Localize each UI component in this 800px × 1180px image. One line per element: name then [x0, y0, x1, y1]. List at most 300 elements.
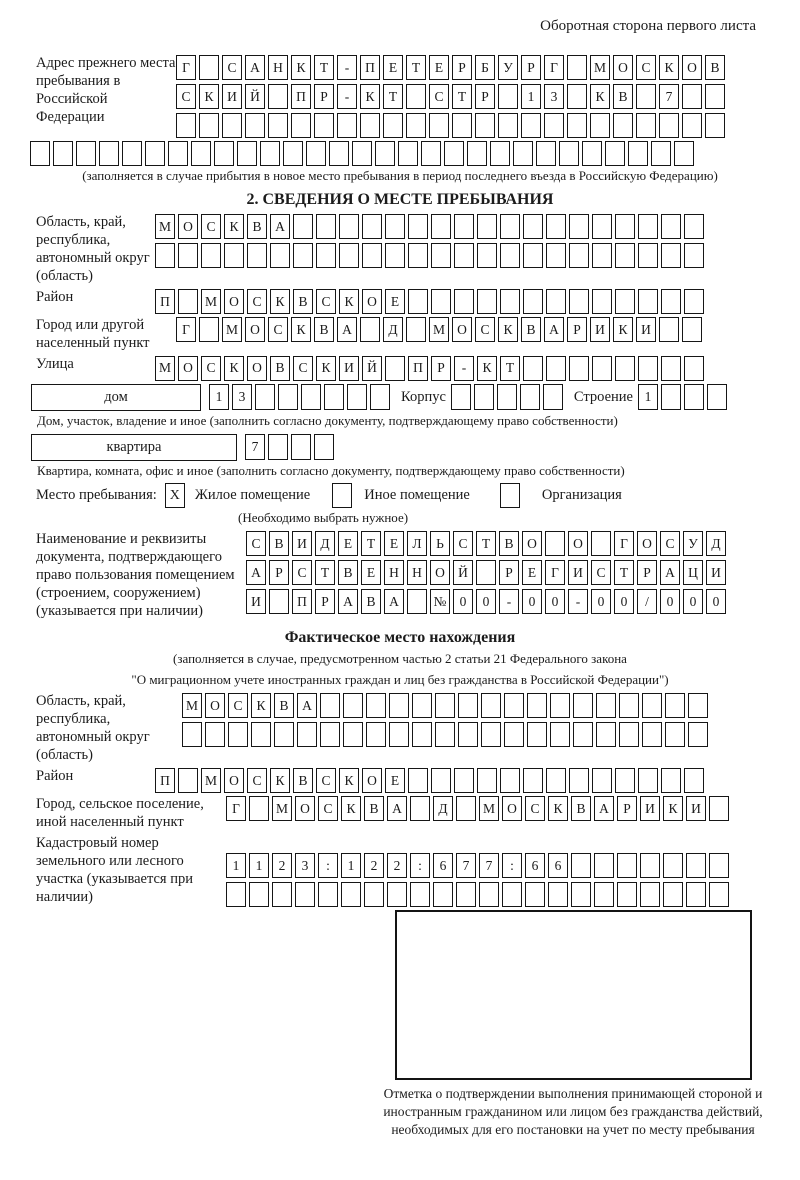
- char-cell[interactable]: Г: [614, 531, 634, 556]
- char-cell[interactable]: [477, 768, 497, 793]
- char-cell[interactable]: [638, 768, 658, 793]
- char-cell[interactable]: [454, 214, 474, 239]
- char-cell[interactable]: Д: [315, 531, 335, 556]
- char-cell[interactable]: [228, 722, 248, 747]
- char-cell[interactable]: [431, 289, 451, 314]
- char-cell[interactable]: Т: [361, 531, 381, 556]
- char-cell[interactable]: [490, 141, 510, 166]
- char-cell[interactable]: [270, 243, 290, 268]
- char-cell[interactable]: [613, 113, 633, 138]
- char-cell[interactable]: [458, 722, 478, 747]
- char-cell[interactable]: [661, 214, 681, 239]
- char-cell[interactable]: [636, 84, 656, 109]
- char-cell[interactable]: Н: [384, 560, 404, 585]
- char-cell[interactable]: М: [201, 289, 221, 314]
- char-cell[interactable]: Г: [544, 55, 564, 80]
- char-cell[interactable]: [596, 722, 616, 747]
- char-cell[interactable]: К: [477, 356, 497, 381]
- char-cell[interactable]: Е: [384, 531, 404, 556]
- char-cell[interactable]: 1: [521, 84, 541, 109]
- char-cell[interactable]: [688, 722, 708, 747]
- char-cell[interactable]: [237, 141, 257, 166]
- char-cell[interactable]: Р: [431, 356, 451, 381]
- char-cell[interactable]: Ь: [430, 531, 450, 556]
- char-cell[interactable]: М: [429, 317, 449, 342]
- char-cell[interactable]: [297, 722, 317, 747]
- char-cell[interactable]: К: [341, 796, 361, 821]
- char-cell[interactable]: :: [410, 853, 430, 878]
- char-cell[interactable]: Т: [452, 84, 472, 109]
- char-cell[interactable]: [527, 693, 547, 718]
- char-cell[interactable]: П: [155, 289, 175, 314]
- char-cell[interactable]: М: [182, 693, 202, 718]
- char-cell[interactable]: [548, 882, 568, 907]
- char-cell[interactable]: [343, 722, 363, 747]
- char-cell[interactable]: Д: [433, 796, 453, 821]
- char-cell[interactable]: 0: [660, 589, 680, 614]
- char-cell[interactable]: М: [272, 796, 292, 821]
- char-cell[interactable]: А: [338, 589, 358, 614]
- char-cell[interactable]: [569, 768, 589, 793]
- char-cell[interactable]: [293, 243, 313, 268]
- char-cell[interactable]: [385, 214, 405, 239]
- char-cell[interactable]: [546, 243, 566, 268]
- char-cell[interactable]: Г: [176, 55, 196, 80]
- char-cell[interactable]: С: [247, 289, 267, 314]
- char-cell[interactable]: Д: [706, 531, 726, 556]
- char-cell[interactable]: [178, 768, 198, 793]
- char-cell[interactable]: [477, 214, 497, 239]
- char-cell[interactable]: П: [291, 84, 311, 109]
- char-cell[interactable]: [268, 113, 288, 138]
- char-cell[interactable]: 0: [591, 589, 611, 614]
- char-cell[interactable]: [224, 243, 244, 268]
- char-cell[interactable]: И: [686, 796, 706, 821]
- char-cell[interactable]: [362, 214, 382, 239]
- char-cell[interactable]: А: [246, 560, 266, 585]
- char-cell[interactable]: 0: [545, 589, 565, 614]
- char-cell[interactable]: К: [590, 84, 610, 109]
- char-cell[interactable]: О: [178, 214, 198, 239]
- char-cell[interactable]: Н: [407, 560, 427, 585]
- char-cell[interactable]: И: [706, 560, 726, 585]
- char-cell[interactable]: [435, 722, 455, 747]
- char-cell[interactable]: Г: [545, 560, 565, 585]
- char-cell[interactable]: [569, 289, 589, 314]
- char-cell[interactable]: [191, 141, 211, 166]
- char-cell[interactable]: -: [454, 356, 474, 381]
- char-cell[interactable]: [408, 289, 428, 314]
- char-cell[interactable]: [293, 214, 313, 239]
- char-cell[interactable]: 3: [544, 84, 564, 109]
- char-cell[interactable]: [674, 141, 694, 166]
- char-cell[interactable]: 0: [522, 589, 542, 614]
- char-cell[interactable]: И: [222, 84, 242, 109]
- char-cell[interactable]: С: [228, 693, 248, 718]
- char-cell[interactable]: [199, 317, 219, 342]
- char-cell[interactable]: [406, 113, 426, 138]
- char-cell[interactable]: [314, 113, 334, 138]
- char-cell[interactable]: С: [268, 317, 288, 342]
- char-cell[interactable]: В: [274, 693, 294, 718]
- char-cell[interactable]: С: [475, 317, 495, 342]
- char-cell[interactable]: К: [224, 356, 244, 381]
- char-cell[interactable]: [366, 693, 386, 718]
- char-cell[interactable]: [53, 141, 73, 166]
- char-cell[interactable]: С: [318, 796, 338, 821]
- char-cell[interactable]: [283, 141, 303, 166]
- char-cell[interactable]: О: [247, 356, 267, 381]
- char-cell[interactable]: [504, 693, 524, 718]
- char-cell[interactable]: Й: [362, 356, 382, 381]
- char-cell[interactable]: К: [291, 317, 311, 342]
- char-cell[interactable]: Е: [361, 560, 381, 585]
- char-cell[interactable]: [477, 289, 497, 314]
- char-cell[interactable]: 2: [364, 853, 384, 878]
- char-cell[interactable]: [362, 243, 382, 268]
- char-cell[interactable]: К: [659, 55, 679, 80]
- char-cell[interactable]: [705, 84, 725, 109]
- char-cell[interactable]: [707, 384, 727, 410]
- char-cell[interactable]: [370, 384, 390, 410]
- char-cell[interactable]: О: [245, 317, 265, 342]
- char-cell[interactable]: К: [199, 84, 219, 109]
- char-cell[interactable]: [274, 722, 294, 747]
- char-cell[interactable]: [498, 84, 518, 109]
- char-cell[interactable]: [260, 141, 280, 166]
- char-cell[interactable]: -: [337, 84, 357, 109]
- char-cell[interactable]: М: [201, 768, 221, 793]
- char-cell[interactable]: В: [361, 589, 381, 614]
- char-cell[interactable]: А: [270, 214, 290, 239]
- char-cell[interactable]: К: [360, 84, 380, 109]
- char-cell[interactable]: И: [339, 356, 359, 381]
- char-cell[interactable]: В: [247, 214, 267, 239]
- char-cell[interactable]: О: [682, 55, 702, 80]
- char-cell[interactable]: [567, 55, 587, 80]
- char-cell[interactable]: О: [637, 531, 657, 556]
- char-cell[interactable]: [628, 141, 648, 166]
- char-cell[interactable]: [226, 882, 246, 907]
- char-cell[interactable]: Е: [429, 55, 449, 80]
- char-cell[interactable]: [592, 214, 612, 239]
- char-cell[interactable]: Й: [245, 84, 265, 109]
- char-cell[interactable]: [559, 141, 579, 166]
- char-cell[interactable]: [615, 289, 635, 314]
- char-cell[interactable]: [314, 434, 334, 460]
- char-cell[interactable]: [433, 882, 453, 907]
- char-cell[interactable]: П: [292, 589, 312, 614]
- char-cell[interactable]: [214, 141, 234, 166]
- char-cell[interactable]: [684, 243, 704, 268]
- char-cell[interactable]: [573, 693, 593, 718]
- char-cell[interactable]: [324, 384, 344, 410]
- char-cell[interactable]: 7: [245, 434, 265, 460]
- char-cell[interactable]: [523, 214, 543, 239]
- char-cell[interactable]: [410, 882, 430, 907]
- char-cell[interactable]: [182, 722, 202, 747]
- char-cell[interactable]: [615, 768, 635, 793]
- char-cell[interactable]: [201, 243, 221, 268]
- char-cell[interactable]: [567, 84, 587, 109]
- char-cell[interactable]: Р: [499, 560, 519, 585]
- char-cell[interactable]: В: [269, 531, 289, 556]
- char-cell[interactable]: А: [384, 589, 404, 614]
- char-cell[interactable]: [407, 589, 427, 614]
- char-cell[interactable]: [343, 693, 363, 718]
- char-cell[interactable]: О: [178, 356, 198, 381]
- char-cell[interactable]: [617, 882, 637, 907]
- char-cell[interactable]: [454, 768, 474, 793]
- checkbox-other-premises[interactable]: [332, 483, 352, 508]
- char-cell[interactable]: [543, 384, 563, 410]
- char-cell[interactable]: С: [429, 84, 449, 109]
- char-cell[interactable]: С: [293, 356, 313, 381]
- char-cell[interactable]: [474, 384, 494, 410]
- char-cell[interactable]: Т: [476, 531, 496, 556]
- checkbox-residential[interactable]: X: [165, 483, 185, 508]
- char-cell[interactable]: [205, 722, 225, 747]
- char-cell[interactable]: [665, 722, 685, 747]
- char-cell[interactable]: [467, 141, 487, 166]
- char-cell[interactable]: Е: [385, 768, 405, 793]
- char-cell[interactable]: Т: [406, 55, 426, 80]
- char-cell[interactable]: [477, 243, 497, 268]
- char-cell[interactable]: /: [637, 589, 657, 614]
- char-cell[interactable]: [431, 768, 451, 793]
- char-cell[interactable]: 0: [453, 589, 473, 614]
- char-cell[interactable]: А: [544, 317, 564, 342]
- char-cell[interactable]: [406, 84, 426, 109]
- char-cell[interactable]: [360, 317, 380, 342]
- char-cell[interactable]: [249, 882, 269, 907]
- char-cell[interactable]: [682, 317, 702, 342]
- char-cell[interactable]: [339, 243, 359, 268]
- char-cell[interactable]: [684, 214, 704, 239]
- char-cell[interactable]: В: [613, 84, 633, 109]
- char-cell[interactable]: [525, 882, 545, 907]
- char-cell[interactable]: [278, 384, 298, 410]
- char-cell[interactable]: [665, 693, 685, 718]
- char-cell[interactable]: А: [297, 693, 317, 718]
- char-cell[interactable]: [352, 141, 372, 166]
- char-cell[interactable]: [301, 384, 321, 410]
- char-cell[interactable]: [412, 722, 432, 747]
- char-cell[interactable]: [76, 141, 96, 166]
- char-cell[interactable]: И: [292, 531, 312, 556]
- char-cell[interactable]: [546, 214, 566, 239]
- char-cell[interactable]: [523, 356, 543, 381]
- char-cell[interactable]: Ц: [683, 560, 703, 585]
- char-cell[interactable]: И: [568, 560, 588, 585]
- char-cell[interactable]: [30, 141, 50, 166]
- char-cell[interactable]: К: [498, 317, 518, 342]
- char-cell[interactable]: И: [636, 317, 656, 342]
- char-cell[interactable]: К: [251, 693, 271, 718]
- char-cell[interactable]: С: [660, 531, 680, 556]
- char-cell[interactable]: В: [499, 531, 519, 556]
- char-cell[interactable]: [316, 214, 336, 239]
- char-cell[interactable]: [99, 141, 119, 166]
- char-cell[interactable]: [497, 384, 517, 410]
- char-cell[interactable]: [546, 356, 566, 381]
- char-cell[interactable]: [251, 722, 271, 747]
- char-cell[interactable]: [337, 113, 357, 138]
- char-cell[interactable]: [661, 384, 681, 410]
- char-cell[interactable]: [385, 243, 405, 268]
- char-cell[interactable]: [375, 141, 395, 166]
- char-cell[interactable]: [268, 84, 288, 109]
- char-cell[interactable]: К: [270, 768, 290, 793]
- char-cell[interactable]: [429, 113, 449, 138]
- char-cell[interactable]: [498, 113, 518, 138]
- char-cell[interactable]: [709, 853, 729, 878]
- char-cell[interactable]: В: [571, 796, 591, 821]
- char-cell[interactable]: А: [594, 796, 614, 821]
- char-cell[interactable]: [408, 243, 428, 268]
- char-cell[interactable]: М: [155, 356, 175, 381]
- char-cell[interactable]: [199, 113, 219, 138]
- char-cell[interactable]: [591, 531, 611, 556]
- char-cell[interactable]: [291, 113, 311, 138]
- char-cell[interactable]: Т: [383, 84, 403, 109]
- char-cell[interactable]: Г: [226, 796, 246, 821]
- char-cell[interactable]: 0: [706, 589, 726, 614]
- char-cell[interactable]: [398, 141, 418, 166]
- char-cell[interactable]: С: [453, 531, 473, 556]
- char-cell[interactable]: [500, 768, 520, 793]
- char-cell[interactable]: -: [337, 55, 357, 80]
- char-cell[interactable]: С: [591, 560, 611, 585]
- char-cell[interactable]: И: [640, 796, 660, 821]
- char-cell[interactable]: [571, 853, 591, 878]
- char-cell[interactable]: 6: [525, 853, 545, 878]
- char-cell[interactable]: [383, 113, 403, 138]
- char-cell[interactable]: [500, 243, 520, 268]
- char-cell[interactable]: Р: [567, 317, 587, 342]
- char-cell[interactable]: Л: [407, 531, 427, 556]
- char-cell[interactable]: [364, 882, 384, 907]
- char-cell[interactable]: Р: [314, 84, 334, 109]
- char-cell[interactable]: Б: [475, 55, 495, 80]
- char-cell[interactable]: С: [201, 214, 221, 239]
- char-cell[interactable]: [638, 243, 658, 268]
- char-cell[interactable]: Р: [521, 55, 541, 80]
- char-cell[interactable]: [661, 356, 681, 381]
- char-cell[interactable]: [638, 356, 658, 381]
- char-cell[interactable]: [709, 882, 729, 907]
- char-cell[interactable]: [458, 693, 478, 718]
- char-cell[interactable]: С: [222, 55, 242, 80]
- char-cell[interactable]: [546, 768, 566, 793]
- char-cell[interactable]: О: [362, 768, 382, 793]
- char-cell[interactable]: К: [548, 796, 568, 821]
- char-cell[interactable]: К: [613, 317, 633, 342]
- char-cell[interactable]: [269, 589, 289, 614]
- char-cell[interactable]: С: [316, 289, 336, 314]
- char-cell[interactable]: В: [314, 317, 334, 342]
- char-cell[interactable]: [255, 384, 275, 410]
- char-cell[interactable]: [642, 722, 662, 747]
- char-cell[interactable]: [155, 243, 175, 268]
- char-cell[interactable]: У: [498, 55, 518, 80]
- char-cell[interactable]: О: [613, 55, 633, 80]
- char-cell[interactable]: П: [155, 768, 175, 793]
- char-cell[interactable]: 1: [209, 384, 229, 410]
- char-cell[interactable]: [684, 768, 704, 793]
- char-cell[interactable]: [550, 693, 570, 718]
- checkbox-organization[interactable]: [500, 483, 520, 508]
- char-cell[interactable]: У: [683, 531, 703, 556]
- char-cell[interactable]: [320, 722, 340, 747]
- char-cell[interactable]: К: [270, 289, 290, 314]
- char-cell[interactable]: [222, 113, 242, 138]
- char-cell[interactable]: [569, 243, 589, 268]
- char-cell[interactable]: В: [521, 317, 541, 342]
- char-cell[interactable]: О: [295, 796, 315, 821]
- char-cell[interactable]: С: [636, 55, 656, 80]
- char-cell[interactable]: В: [270, 356, 290, 381]
- char-cell[interactable]: [686, 882, 706, 907]
- char-cell[interactable]: О: [205, 693, 225, 718]
- char-cell[interactable]: [544, 113, 564, 138]
- char-cell[interactable]: С: [201, 356, 221, 381]
- char-cell[interactable]: [592, 243, 612, 268]
- char-cell[interactable]: [688, 693, 708, 718]
- char-cell[interactable]: М: [479, 796, 499, 821]
- char-cell[interactable]: [663, 853, 683, 878]
- char-cell[interactable]: Е: [385, 289, 405, 314]
- char-cell[interactable]: [435, 693, 455, 718]
- char-cell[interactable]: [502, 882, 522, 907]
- char-cell[interactable]: [168, 141, 188, 166]
- char-cell[interactable]: 1: [638, 384, 658, 410]
- char-cell[interactable]: О: [452, 317, 472, 342]
- char-cell[interactable]: В: [364, 796, 384, 821]
- char-cell[interactable]: Р: [452, 55, 472, 80]
- char-cell[interactable]: П: [360, 55, 380, 80]
- char-cell[interactable]: 6: [548, 853, 568, 878]
- char-cell[interactable]: Е: [338, 531, 358, 556]
- char-cell[interactable]: [410, 796, 430, 821]
- char-cell[interactable]: [475, 113, 495, 138]
- char-cell[interactable]: [406, 317, 426, 342]
- char-cell[interactable]: К: [339, 768, 359, 793]
- char-cell[interactable]: О: [430, 560, 450, 585]
- char-cell[interactable]: [615, 243, 635, 268]
- char-cell[interactable]: [545, 531, 565, 556]
- char-cell[interactable]: С: [176, 84, 196, 109]
- char-cell[interactable]: [291, 434, 311, 460]
- char-cell[interactable]: 7: [659, 84, 679, 109]
- char-cell[interactable]: [268, 434, 288, 460]
- char-cell[interactable]: [387, 882, 407, 907]
- char-cell[interactable]: [661, 243, 681, 268]
- char-cell[interactable]: [500, 289, 520, 314]
- char-cell[interactable]: 3: [232, 384, 252, 410]
- char-cell[interactable]: [592, 768, 612, 793]
- char-cell[interactable]: Й: [453, 560, 473, 585]
- char-cell[interactable]: [638, 214, 658, 239]
- char-cell[interactable]: [640, 853, 660, 878]
- char-cell[interactable]: М: [155, 214, 175, 239]
- char-cell[interactable]: [636, 113, 656, 138]
- char-cell[interactable]: [412, 693, 432, 718]
- char-cell[interactable]: О: [522, 531, 542, 556]
- char-cell[interactable]: -: [499, 589, 519, 614]
- char-cell[interactable]: О: [362, 289, 382, 314]
- char-cell[interactable]: В: [293, 289, 313, 314]
